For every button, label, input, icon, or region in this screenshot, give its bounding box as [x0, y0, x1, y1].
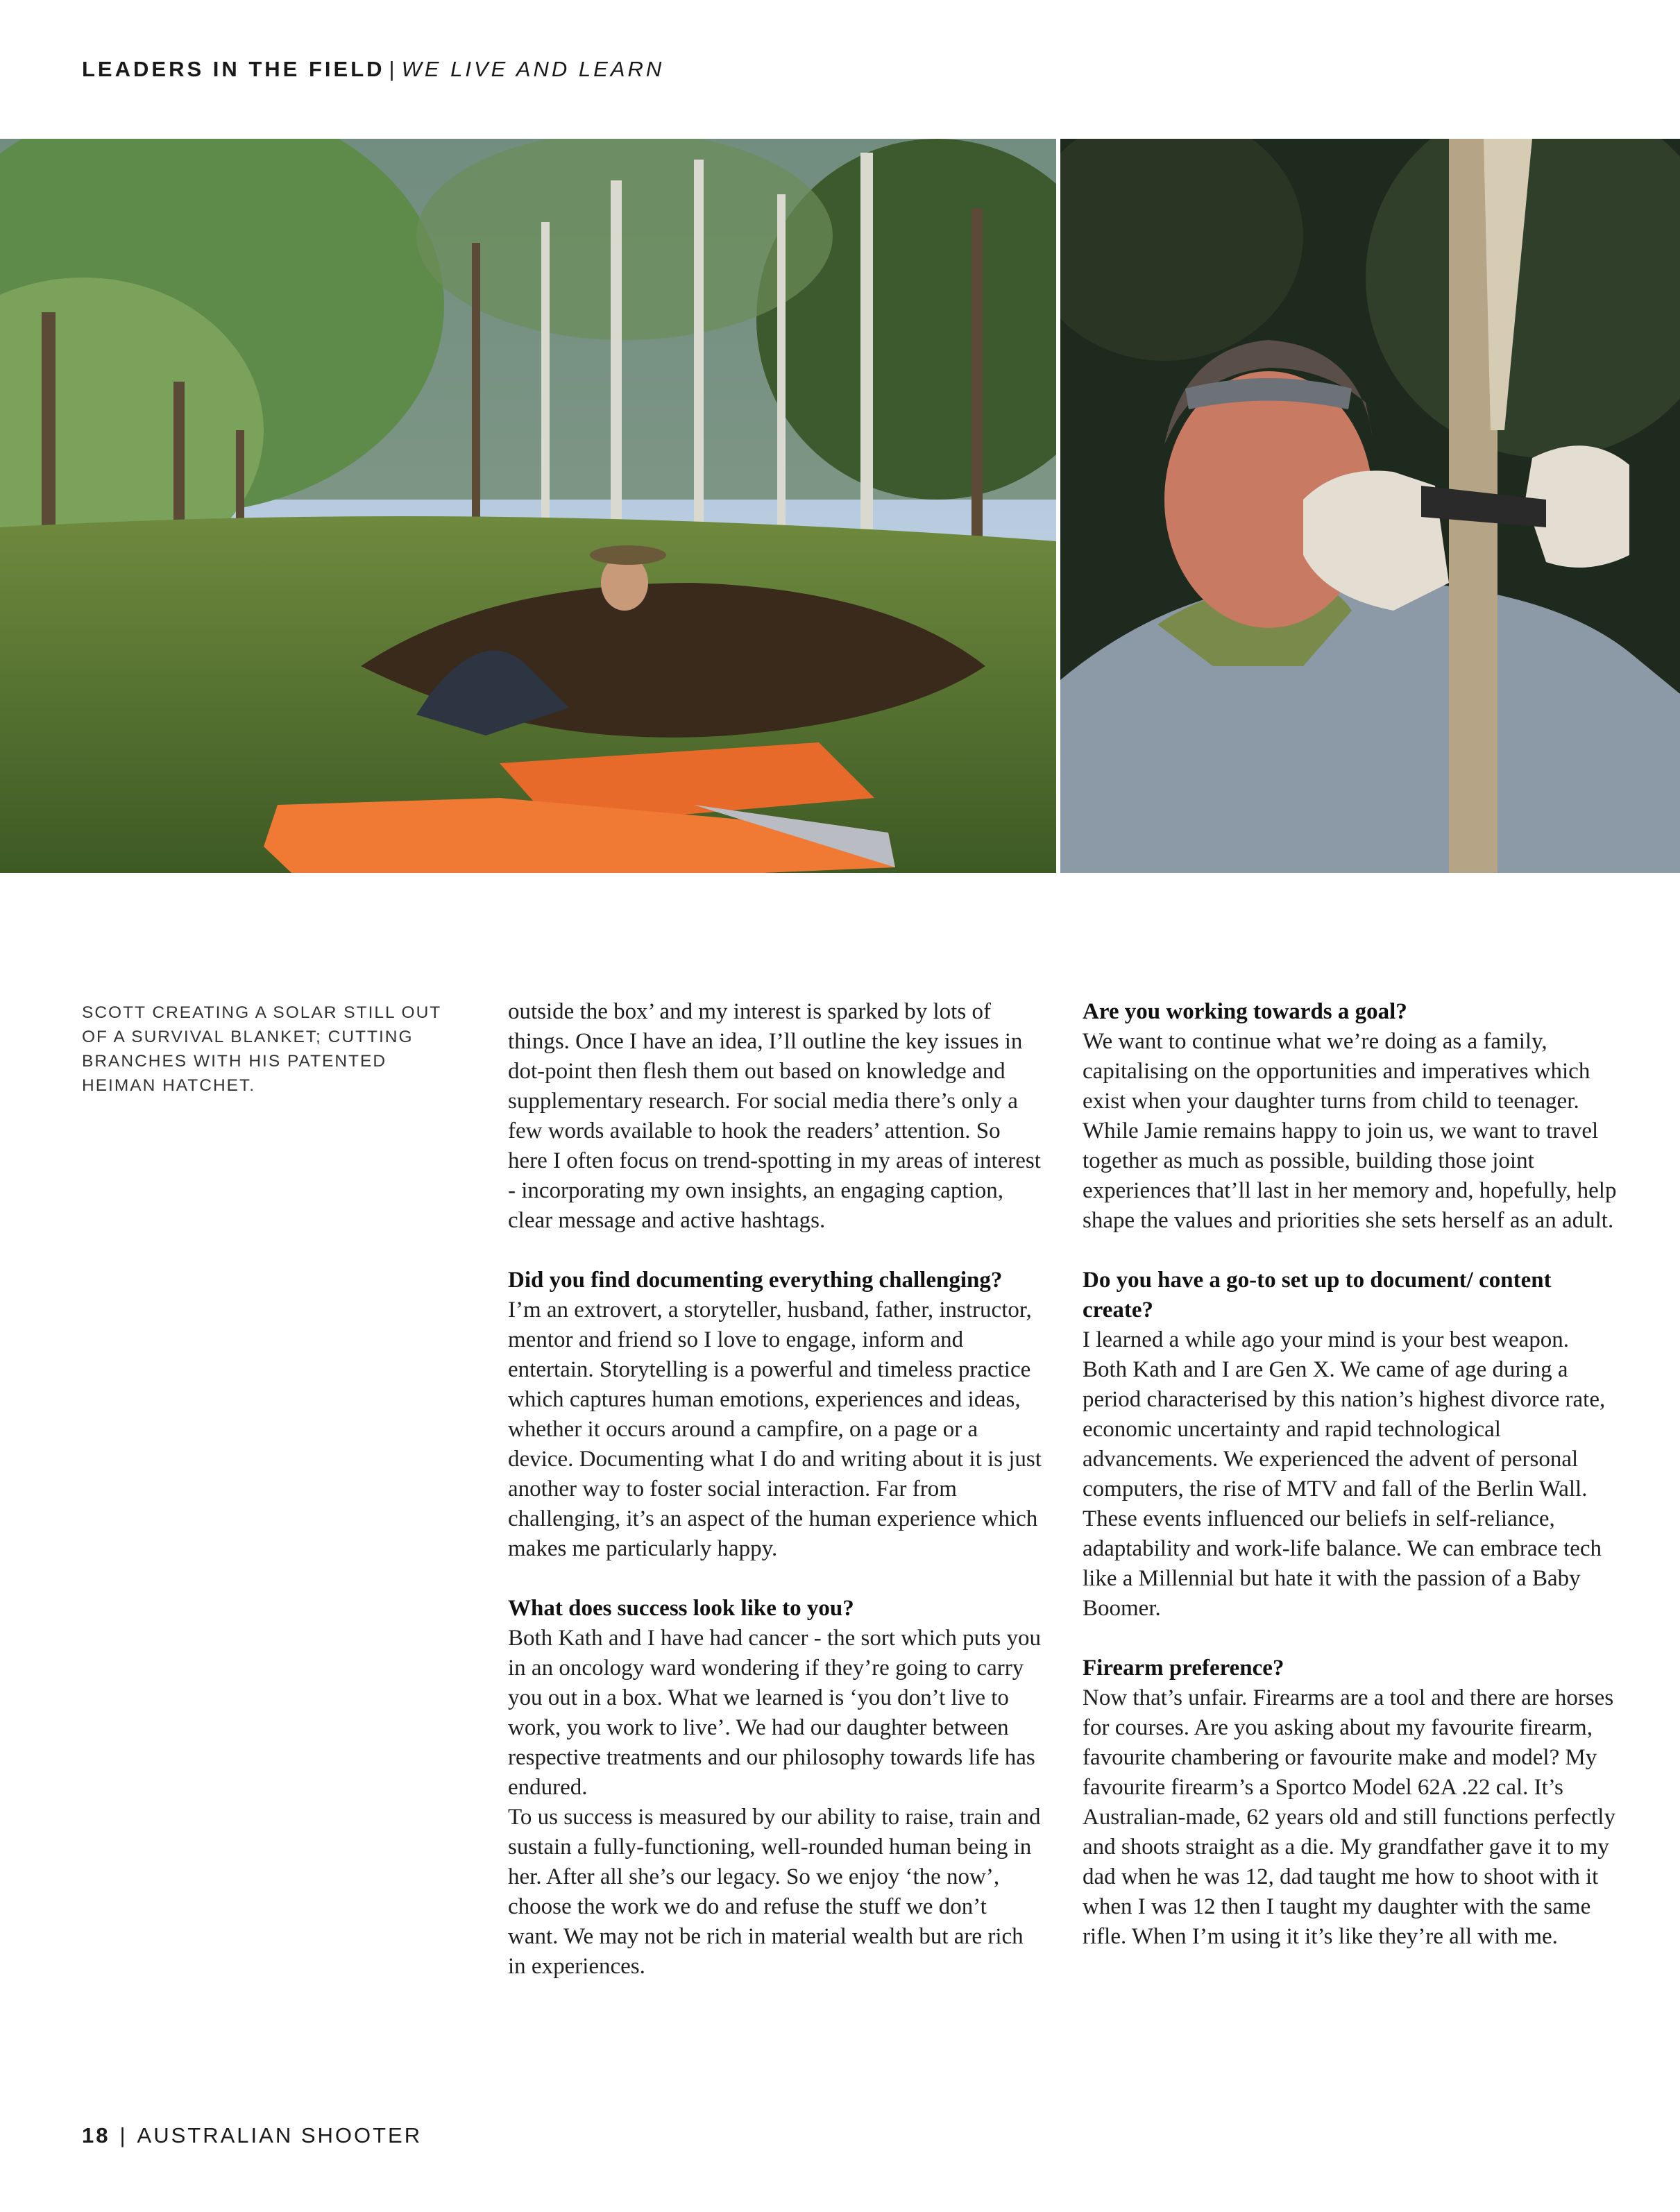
- question-firearm: Firearm preference?: [1083, 1656, 1284, 1681]
- answer-success-part1: Both Kath and I have had cancer - the sort which puts you in an oncology ward wondering if they’re going to carry you out in a box. What we learned is ‘you don’t live to work, you work to live’. We had our daughter between respective treatments and our philosophy towards life has endured.: [508, 1626, 1041, 1800]
- page-number: 18: [82, 2123, 110, 2147]
- paragraph-intro: outside the box’ and my interest is sparked by lots of things. Once I have an idea, I’ll outline the key issues in dot-point then flesh them out based on knowledge and supplementary research. For social media there’s only a few words available to hook the readers’ attention. So here I often focus on trend-spotting in my areas of interest - incorporating my own insights, an engaging caption, clear message and active hashtags.: [508, 999, 1041, 1233]
- photo-caption: SCOTT CREATING A SOLAR STILL OUT OF A SURVIVAL BLANKET; CUTTING BRANCHES WITH HIS PATENTED HEIMAN HATCHET.: [82, 1003, 441, 1095]
- header-separator: |: [389, 57, 398, 81]
- question-goal: Are you working towards a goal?: [1083, 999, 1407, 1024]
- question-documenting: Did you find documenting everything challenging?: [508, 1268, 1003, 1293]
- subsection-title: WE LIVE AND LEARN: [401, 57, 665, 81]
- article-column-left: [508, 997, 1042, 1982]
- photo-solar-still: [0, 139, 1056, 873]
- answer-documenting: I’m an extrovert, a storyteller, husband, father, instructor, mentor and friend so I love to engage, inform and entertain. Storytelling is a powerful and timeless practice which captures human emotions, experiences and ideas, whether it occurs around a campfire, on a page or a device. Documenting what I do and writing about it is just another way to foster social interaction. Far from challenging, it’s an aspect of the human experience which makes me particularly happy.: [508, 1298, 1042, 1561]
- answer-firearm: Now that’s unfair. Firearms are a tool and there are horses for courses. Are you asking about my favourite firearm, favourite chambering or favourite make and model? My favourite firearm’s a Sportco Model 62A .22 cal. It’s Australian-made, 62 years old and still functions perfectly and shoots straight as a die. My grandfather gave it to my dad when he was 12, dad taught me how to shoot with it when I was 12 then I taught my daughter with the same rifle. When I’m using it it’s like they’re all with me.: [1083, 1685, 1615, 1949]
- answer-goal: We want to continue what we’re doing as a family, capitalising on the opportunities and imperatives which exist when your daughter turns from child to teenager. While Jamie remains happy to join us, we want to travel together as much as possible, building those joint experiences that’ll last in her memory and, hopefully, help shape the values and priorities she sets herself as an adult.: [1083, 1029, 1617, 1233]
- section-title: LEADERS IN THE FIELD: [82, 57, 385, 81]
- photo-heiman-hatchet: [1060, 139, 1680, 873]
- question-setup: Do you have a go-to set up to document/ content create?: [1083, 1268, 1552, 1322]
- article-column-right: [1083, 997, 1617, 1952]
- footer-separator: |: [119, 2123, 128, 2147]
- question-success: What does success look like to you?: [508, 1596, 854, 1621]
- answer-success-part2: To us success is measured by our ability to raise, train and sustain a fully-functioning, well-rounded human being in her. After all she’s our legacy. So we enjoy ‘the now’, choose the work we do and refuse the stuff we don’t want. We may not be rich in material wealth but are rich in experiences.: [508, 1805, 1041, 1979]
- page-footer: [82, 2123, 422, 2148]
- answer-setup: I learned a while ago your mind is your best weapon. Both Kath and I are Gen X. We came of age during a period characterised by this nation’s highest divorce rate, economic uncertainty and rapid technological advancements. We experienced the advent of personal computers, the rise of MTV and fall of the Berlin Wall. These events influenced our beliefs in self-reliance, adaptability and work-life balance. We can embrace tech like a Millennial but hate it with the passion of a Baby Boomer.: [1083, 1327, 1606, 1621]
- running-header: [82, 57, 664, 82]
- publication-name: AUSTRALIAN SHOOTER: [137, 2123, 423, 2147]
